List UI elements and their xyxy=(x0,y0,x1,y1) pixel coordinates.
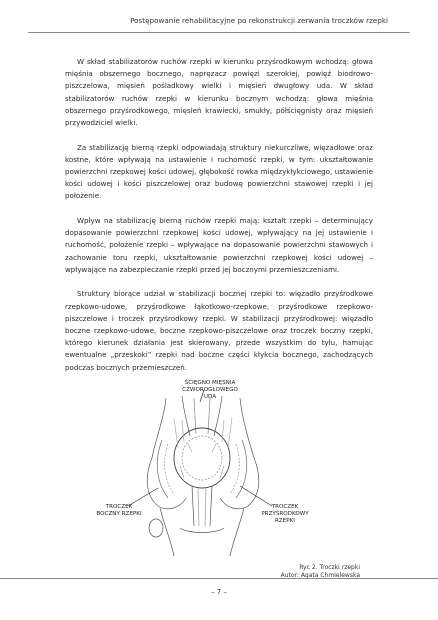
paragraph-2: Za stabilizację bierną rzepki odpowiadają struktury niekurczliwe, więzadłowe oraz kostne, które wpływają na ustawienie i ruchomość rzepki, w tym: ukształtowanie powierzchni rzepkowej kości udowej, głębokość rowka międzykłykciowego, ustawienie kości udowej i kości piszczelowej oraz budowę powierzchni stawowej rzepki i jej położenie. xyxy=(65,142,373,201)
paragraph-4: Struktury biorące udział w stabilizacji bocznej rzepki to: więzadło przyśrodkowe rzepkowo-udowe, przyśrodkowe łąkotkowo-rzepkowe, przyśrodkowe rzepkowo-piszczelowe i troczek przyśrodkowy rzepki. W stabilizacji przyśrodkowej: więzadło boczne rzepkowo-udowe, boczne rzepkowo-piszczelowe oraz troczek boczny rzepki, którego kierunek działania jest skierowany, przede wszystkim do tyłu, hamując ewentualne „przeskoki” rzepki nad boczne części kłykcia bocznego, zachodzących podczas bocznych przemieszczeń. xyxy=(65,289,373,372)
caption-author: Autor: Agata Chmielewska xyxy=(280,572,360,579)
page-number: – 7 – xyxy=(211,588,227,596)
label-lateral-line-2: BOCZNY RZEPKI xyxy=(96,511,142,517)
label-quadriceps-line-1: ŚCIĘGNO MIĘŚNIA xyxy=(184,380,236,386)
running-header xyxy=(28,14,410,33)
footer-rule xyxy=(0,578,438,579)
label-lateral-line-1: TROCZEK xyxy=(105,504,133,510)
label-medial-line-1: TROCZEK xyxy=(271,504,299,510)
label-medial-line-3: RZEPKI xyxy=(275,518,295,524)
paragraph-3: Wpływ na stabilizację bierną ruchów rzepki mają: kształt rzepki – determinujący dopasowanie powierzchni rzepkowej kości udowej, wpływający na jej ustawienie i ruchomość, położenie rzepki – wpływające na dopasowanie powierzchni stawowych i zachowanie toru rzepki, ukształtowanie powierzchni rzepkowej kości udowej – wpływające na zabezpieczanie rzepki przed jej bocznymi przemieszczeniami. xyxy=(65,216,373,274)
caption-title: Ryc 2. Troczki rzepki xyxy=(299,564,360,571)
running-header-title: Postępowanie rehabilitacyjne po rekonstrukcji zerwania troczków rzepki xyxy=(130,16,388,25)
knee-illustration xyxy=(94,378,312,566)
label-quadriceps-tendon xyxy=(180,380,240,401)
paragraph-1: W skład stabilizatorów ruchów rzepki w kierunku przyśrodkowym wchodzą: głowa mięśnia obszernego bocznego, napręzacz powięzi szerokiej, powięź biodrowo-piszczelowa, mięsień pośladkowy wielki i mięsień dwugłowy uda. W skład stabilizatorów ruchów rzepki w kierunku bocznym wchodzą: głowa mięśnia obszernego przyśrodkowego, mięsień krawiecki, smukły, półścięgnisty oraz mięsień przywodziciel wielki. xyxy=(65,57,373,128)
label-lateral-retinaculum xyxy=(94,504,144,518)
label-medial-line-2: PRZYŚRODKOWY xyxy=(261,511,309,517)
knee-drawing xyxy=(94,378,312,566)
label-quadriceps-line-2: CZWOROGŁOWEGO UDA xyxy=(182,387,238,400)
label-medial-retinaculum xyxy=(258,504,312,525)
body-text xyxy=(65,56,373,386)
